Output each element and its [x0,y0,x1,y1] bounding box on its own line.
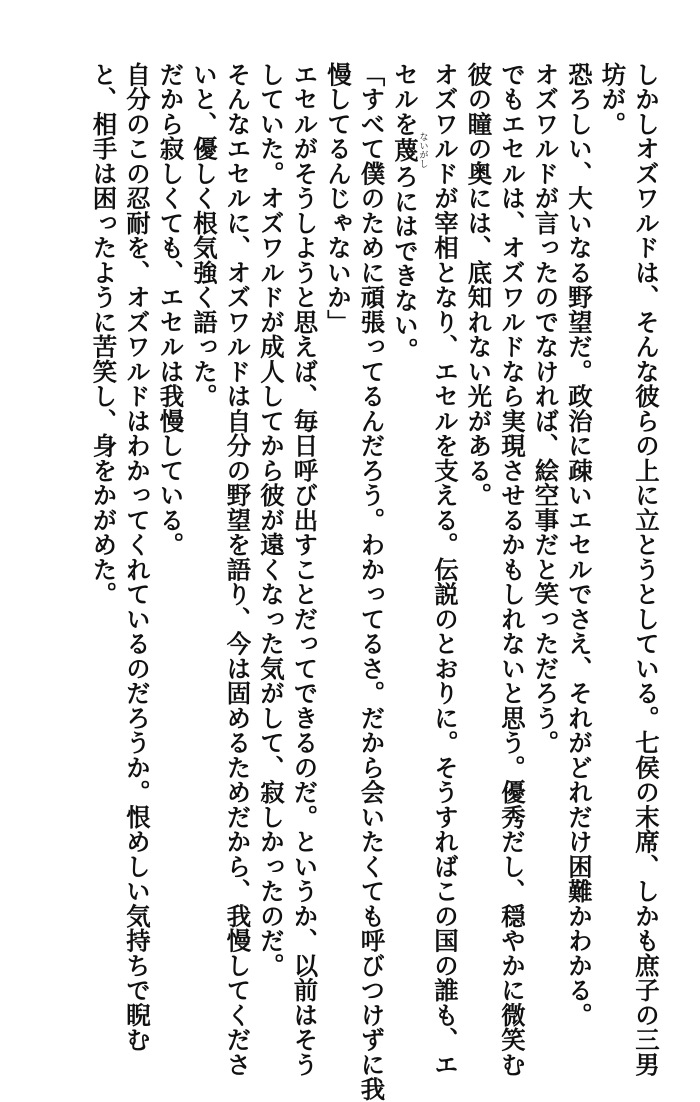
text-segment: ろにはできない。 [390,164,419,363]
text-line: そんなエセルに、オズワルドは自分の野望を語り、今は固めるためだから、我慢してくださ [222,62,252,1077]
text-line: 「すべて僕のために頑張ってるんだろう。わかってるさ。だから会いたくても呼びつけずに我 [356,62,386,1102]
text-line: 彼の瞳の奥には、底知れない光がある。 [463,62,493,508]
text-line: エセルがそうしようと思えば、毎日呼び出すことだってできるのだ。というか、以前はそう [289,62,319,1077]
ruby-base: 蔑 [390,132,419,169]
text-line: 自分のこの忍耐を、オズワルドはわかってくれているのだろうか。恨めしい気持ちで睨む [122,62,151,1052]
text-line: していた。オズワルドが成人してから彼が遠くなった気がして、寂しかったのだ。 [256,62,285,978]
vertical-text-body [86,62,662,1102]
text-line: しかしオズワルドは、そんな彼らの上に立とうとしている。七侯の末席、しかも庶子の三男 [631,62,660,1077]
text-line: 慢してるんじゃないか」 [323,62,352,335]
ruby-reading: ないがし [417,132,428,169]
text-line: でもエセルは、オズワルドなら実現させるかもしれないと思う。優秀だし、穏やかに微笑む [497,62,526,1077]
text-line: オズワルドが言ったのでなければ、絵空事だと笑っただろう。 [530,62,560,755]
text-segment: セルを [390,62,419,137]
text-line: 坊が。 [597,62,627,137]
text-line: と、相手は困ったように苦笑し、身をかがめた。 [88,62,118,607]
ruby-word [390,132,428,169]
text-line: いと、優しく根気強く語った。 [189,62,218,409]
text-line: 恐ろしい、大いなる野望だ。政治に疎いエセルでさえ、それがどれだけ困難かわかる。 [564,62,593,1028]
text-line: だから寂しくても、エセルは我慢している。 [155,62,185,557]
text-line-with-ruby [388,62,428,967]
text-line: オズワルドが宰相となり、エセルを支える。伝説のとおりに。そうすればこの国の誰も、エ [430,62,459,1077]
